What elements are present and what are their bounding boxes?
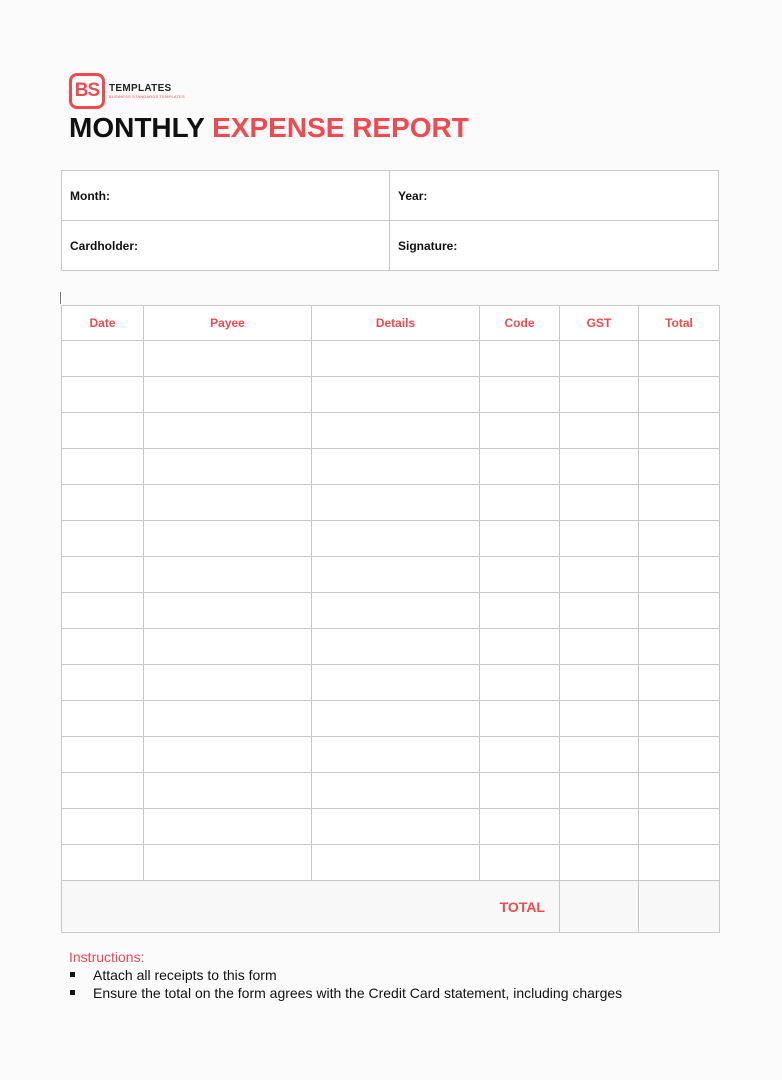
logo-word: TEMPLATES xyxy=(109,83,172,94)
table-row xyxy=(62,809,720,845)
total-row xyxy=(62,881,720,933)
payee-cell[interactable] xyxy=(144,557,312,593)
code-cell[interactable] xyxy=(480,773,560,809)
table-row xyxy=(62,665,720,701)
month-field[interactable] xyxy=(62,171,390,221)
header-payee: Payee xyxy=(144,306,312,341)
code-cell[interactable] xyxy=(480,701,560,737)
info-row xyxy=(62,221,719,271)
details-cell[interactable] xyxy=(312,377,480,413)
details-cell[interactable] xyxy=(312,737,480,773)
details-cell[interactable] xyxy=(312,341,480,377)
date-cell[interactable] xyxy=(62,413,144,449)
total-cell[interactable] xyxy=(639,629,720,665)
total-cell[interactable] xyxy=(639,809,720,845)
table-row xyxy=(62,377,720,413)
code-cell[interactable] xyxy=(480,809,560,845)
code-cell[interactable] xyxy=(480,413,560,449)
date-cell[interactable] xyxy=(62,701,144,737)
date-cell[interactable] xyxy=(62,449,144,485)
code-cell[interactable] xyxy=(480,845,560,881)
gst-cell[interactable] xyxy=(560,737,639,773)
header-details: Details xyxy=(312,306,480,341)
date-cell[interactable] xyxy=(62,773,144,809)
total-cell[interactable] xyxy=(639,773,720,809)
gst-cell[interactable] xyxy=(560,377,639,413)
gst-cell[interactable] xyxy=(560,341,639,377)
table-row xyxy=(62,413,720,449)
instruction-text: Attach all receipts to this form xyxy=(93,967,277,983)
code-cell[interactable] xyxy=(480,521,560,557)
details-cell[interactable] xyxy=(312,701,480,737)
table-row xyxy=(62,521,720,557)
date-cell[interactable] xyxy=(62,629,144,665)
table-row xyxy=(62,341,720,377)
instruction-text: Ensure the total on the form agrees with the Credit Card statement, including charges xyxy=(93,985,623,1001)
header-total: Total xyxy=(639,306,720,341)
date-cell[interactable] xyxy=(62,377,144,413)
code-cell[interactable] xyxy=(480,665,560,701)
table-row xyxy=(62,701,720,737)
code-cell[interactable] xyxy=(480,485,560,521)
table-row xyxy=(62,737,720,773)
total-cell[interactable] xyxy=(639,521,720,557)
total-cell[interactable] xyxy=(639,341,720,377)
payee-cell[interactable] xyxy=(144,413,312,449)
gst-cell[interactable] xyxy=(560,629,639,665)
cardholder-field[interactable] xyxy=(62,221,390,271)
details-cell[interactable] xyxy=(312,809,480,845)
date-cell[interactable] xyxy=(62,809,144,845)
date-cell[interactable] xyxy=(62,557,144,593)
header-date: Date xyxy=(62,306,144,341)
payee-cell[interactable] xyxy=(144,737,312,773)
total-cell[interactable] xyxy=(639,593,720,629)
date-cell[interactable] xyxy=(62,341,144,377)
total-gst-cell[interactable] xyxy=(560,881,639,933)
payee-cell[interactable] xyxy=(144,377,312,413)
details-cell[interactable] xyxy=(312,485,480,521)
gst-cell[interactable] xyxy=(560,701,639,737)
date-cell[interactable] xyxy=(62,845,144,881)
expense-table xyxy=(61,305,720,933)
code-cell[interactable] xyxy=(480,377,560,413)
total-label: TOTAL xyxy=(62,881,560,933)
info-row xyxy=(62,171,719,221)
title-part-monthly: MONTHLY xyxy=(69,112,205,143)
total-cell[interactable] xyxy=(639,377,720,413)
table-row xyxy=(62,593,720,629)
table-row xyxy=(62,485,720,521)
details-cell[interactable] xyxy=(312,629,480,665)
gst-cell[interactable] xyxy=(560,449,639,485)
details-cell[interactable] xyxy=(312,593,480,629)
table-row xyxy=(62,629,720,665)
gst-cell[interactable] xyxy=(560,557,639,593)
table-row xyxy=(62,557,720,593)
gst-cell[interactable] xyxy=(560,845,639,881)
payee-cell[interactable] xyxy=(144,485,312,521)
total-cell[interactable] xyxy=(639,485,720,521)
page-title xyxy=(69,110,469,146)
bullet-icon xyxy=(70,990,75,995)
code-cell[interactable] xyxy=(480,557,560,593)
date-cell[interactable] xyxy=(62,665,144,701)
expense-header-row xyxy=(62,306,720,341)
brand-logo xyxy=(69,72,185,110)
gst-cell[interactable] xyxy=(560,485,639,521)
instruction-item xyxy=(69,966,622,984)
instructions xyxy=(69,948,622,1002)
details-cell[interactable] xyxy=(312,773,480,809)
details-cell[interactable] xyxy=(312,449,480,485)
logo-tagline: BUSINESS STANDARDS TEMPLATES xyxy=(109,94,185,99)
gst-cell[interactable] xyxy=(560,413,639,449)
header-gst: GST xyxy=(560,306,639,341)
table-row xyxy=(62,773,720,809)
code-cell[interactable] xyxy=(480,341,560,377)
payee-cell[interactable] xyxy=(144,773,312,809)
gst-cell[interactable] xyxy=(560,665,639,701)
logo-text xyxy=(109,83,185,99)
date-cell[interactable] xyxy=(62,485,144,521)
details-cell[interactable] xyxy=(312,665,480,701)
cardholder-label: Cardholder: xyxy=(70,238,139,253)
payee-cell[interactable] xyxy=(144,593,312,629)
total-cell[interactable] xyxy=(639,449,720,485)
instruction-item xyxy=(69,984,622,1002)
text-cursor xyxy=(60,292,61,304)
date-cell[interactable] xyxy=(62,593,144,629)
signature-field[interactable] xyxy=(390,221,719,271)
year-field[interactable] xyxy=(390,171,719,221)
table-row xyxy=(62,845,720,881)
month-label: Month: xyxy=(70,188,110,203)
payee-cell[interactable] xyxy=(144,809,312,845)
date-cell[interactable] xyxy=(62,521,144,557)
details-cell[interactable] xyxy=(312,845,480,881)
payee-cell[interactable] xyxy=(144,449,312,485)
gst-cell[interactable] xyxy=(560,773,639,809)
payee-cell[interactable] xyxy=(144,521,312,557)
instructions-title: Instructions: xyxy=(69,949,145,965)
gst-cell[interactable] xyxy=(560,521,639,557)
table-row xyxy=(62,449,720,485)
header-code: Code xyxy=(480,306,560,341)
payee-cell[interactable] xyxy=(144,341,312,377)
gst-cell[interactable] xyxy=(560,593,639,629)
total-cell[interactable] xyxy=(639,737,720,773)
signature-label: Signature: xyxy=(398,238,458,253)
total-amount-cell[interactable] xyxy=(639,881,720,933)
payee-cell[interactable] xyxy=(144,629,312,665)
instructions-list xyxy=(69,966,622,1002)
code-cell[interactable] xyxy=(480,737,560,773)
title-part-expense-report: EXPENSE REPORT xyxy=(212,112,469,143)
total-cell[interactable] xyxy=(639,845,720,881)
total-cell[interactable] xyxy=(639,701,720,737)
details-cell[interactable] xyxy=(312,521,480,557)
bs-logo-mark: BS xyxy=(69,73,105,109)
report-info-table xyxy=(61,170,719,271)
details-cell[interactable] xyxy=(312,413,480,449)
payee-cell[interactable] xyxy=(144,845,312,881)
total-cell[interactable] xyxy=(639,665,720,701)
total-cell[interactable] xyxy=(639,413,720,449)
date-cell[interactable] xyxy=(62,737,144,773)
details-cell[interactable] xyxy=(312,557,480,593)
total-cell[interactable] xyxy=(639,557,720,593)
bullet-icon xyxy=(70,972,75,977)
payee-cell[interactable] xyxy=(144,701,312,737)
code-cell[interactable] xyxy=(480,629,560,665)
year-label: Year: xyxy=(398,188,428,203)
gst-cell[interactable] xyxy=(560,809,639,845)
payee-cell[interactable] xyxy=(144,665,312,701)
code-cell[interactable] xyxy=(480,593,560,629)
code-cell[interactable] xyxy=(480,449,560,485)
